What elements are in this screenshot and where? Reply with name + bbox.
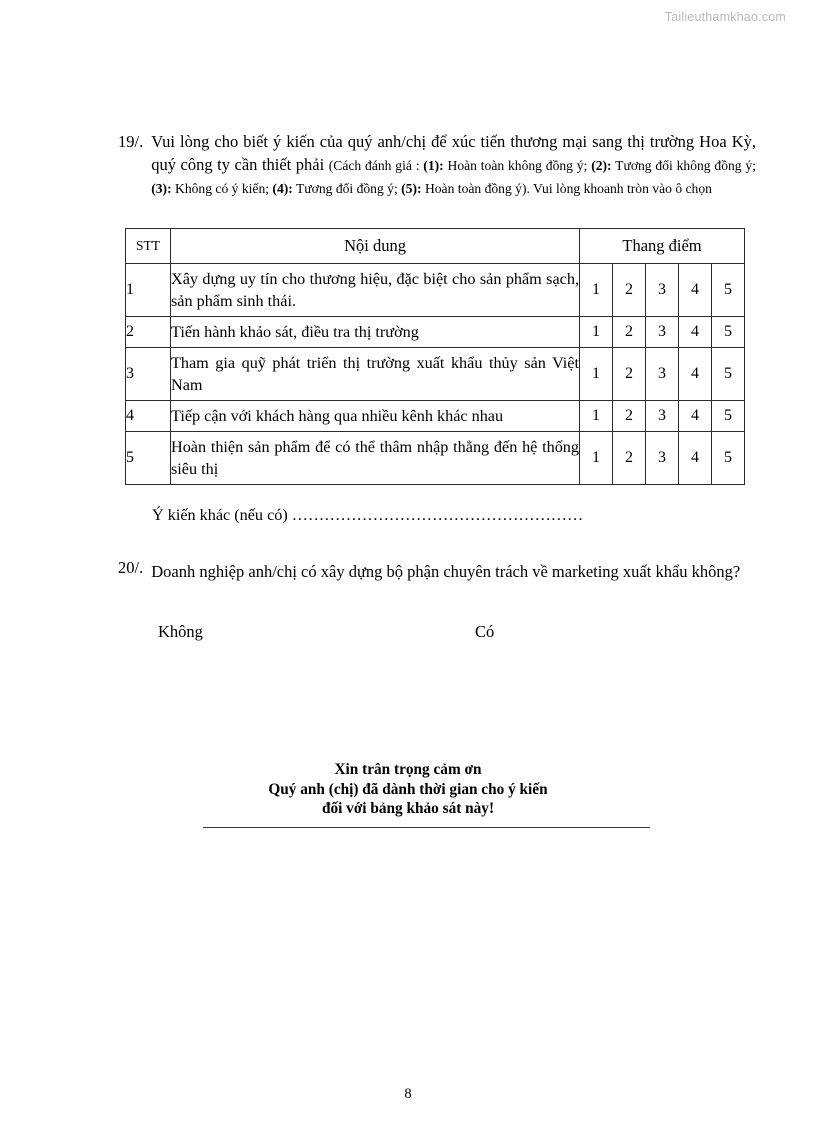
scale-label-1: Hoàn toàn không đồng ý;: [443, 158, 592, 173]
row-5-stt: 5: [126, 432, 171, 485]
table-header-row: [126, 229, 745, 264]
scale-label-4: Tương đối đồng ý;: [292, 181, 402, 196]
row-4-scale-3[interactable]: 3: [646, 401, 679, 432]
watermark-text: Tailieuthamkhao.com: [664, 10, 786, 24]
row-5-scale-1[interactable]: 1: [580, 432, 613, 485]
question-19-number: 19/.: [118, 132, 144, 151]
closing-divider: [203, 827, 650, 828]
row-1-scale-1[interactable]: 1: [580, 264, 613, 317]
scale-label-2: Tương đối không đồng ý;: [611, 158, 756, 173]
row-1-scale-2[interactable]: 2: [613, 264, 646, 317]
other-opinion-line[interactable]: Ý kiến khác (nếu có) ………………………………………………: [152, 506, 584, 524]
row-4-scale-5[interactable]: 5: [712, 401, 745, 432]
row-1-content: Xây dựng uy tín cho thương hiệu, đặc biệt cho sản phẩm sạch, sản phẩm sinh thái.: [171, 264, 580, 317]
closing-line-1: Xin trân trọng cảm ơn: [334, 761, 482, 778]
row-5-scale-4[interactable]: 4: [679, 432, 712, 485]
question-19-text: [151, 130, 756, 199]
row-4-stt: 4: [126, 401, 171, 432]
question-19-block: [118, 130, 756, 199]
row-3-scale-1[interactable]: 1: [580, 348, 613, 401]
row-4-scale-1[interactable]: 1: [580, 401, 613, 432]
scale-key-4: (4):: [272, 181, 293, 196]
row-2-content: Tiến hành khảo sát, điều tra thị trường: [171, 317, 580, 348]
row-2-scale-4[interactable]: 4: [679, 317, 712, 348]
question-20-text: Doanh nghiệp anh/chị có xây dựng bộ phận chuyên trách về marketing xuất khẩu không?: [151, 562, 741, 581]
scale-label-3: Không có ý kiến;: [171, 181, 273, 196]
page-number: 8: [404, 1086, 412, 1102]
row-4-content: Tiếp cận với khách hàng qua nhiều kênh khác nhau: [171, 401, 580, 432]
scale-key-1: (1):: [423, 158, 444, 173]
table-row: [126, 317, 745, 348]
scale-key-5: (5):: [401, 181, 422, 196]
option-co[interactable]: Có: [475, 622, 495, 641]
question-19-main-text: Vui lòng cho biết ý kiến của quý anh/chị để xúc tiến thương mại sang thị trường Hoa Kỳ, quý công ty cần thiết phải: [151, 132, 756, 174]
row-2-scale-1[interactable]: 1: [580, 317, 613, 348]
table-row: [126, 432, 745, 485]
scale-key-2: (2):: [591, 158, 612, 173]
closing-message: [0, 760, 816, 819]
table-row: [126, 401, 745, 432]
row-4-scale-4[interactable]: 4: [679, 401, 712, 432]
survey-rating-table: [125, 228, 745, 485]
row-3-scale-2[interactable]: 2: [613, 348, 646, 401]
row-2-stt: 2: [126, 317, 171, 348]
scale-label-5: Hoàn toàn đồng ý). Vui lòng khoanh tròn vào ô chọn: [421, 181, 712, 196]
row-1-scale-3[interactable]: 3: [646, 264, 679, 317]
row-5-scale-3[interactable]: 3: [646, 432, 679, 485]
row-2-scale-5[interactable]: 5: [712, 317, 745, 348]
row-5-scale-5[interactable]: 5: [712, 432, 745, 485]
question-19-instruction-open: (Cách đánh giá :: [328, 158, 424, 173]
row-2-scale-3[interactable]: 3: [646, 317, 679, 348]
row-1-scale-5[interactable]: 5: [712, 264, 745, 317]
closing-line-2: Quý anh (chị) đã dành thời gian cho ý kiến: [268, 780, 548, 798]
question-20-number: 20/.: [118, 558, 144, 577]
question-20-block: [118, 556, 756, 587]
row-3-scale-4[interactable]: 4: [679, 348, 712, 401]
row-1-scale-4[interactable]: 4: [679, 264, 712, 317]
row-1-stt: 1: [126, 264, 171, 317]
question-20-line: [118, 556, 756, 587]
column-header-content: Nội dung: [171, 229, 580, 264]
row-5-content: Hoàn thiện sản phẩm để có thể thâm nhập thẳng đến hệ thống siêu thị: [171, 432, 580, 485]
row-3-scale-3[interactable]: 3: [646, 348, 679, 401]
option-khong[interactable]: Không: [158, 622, 203, 641]
row-2-scale-2[interactable]: 2: [613, 317, 646, 348]
row-4-scale-2[interactable]: 2: [613, 401, 646, 432]
row-5-scale-2[interactable]: 2: [613, 432, 646, 485]
scale-key-3: (3):: [151, 181, 172, 196]
column-header-scale: Thang điểm: [580, 229, 745, 264]
table-row: [126, 348, 745, 401]
table-row: [126, 264, 745, 317]
row-3-stt: 3: [126, 348, 171, 401]
row-3-scale-5[interactable]: 5: [712, 348, 745, 401]
column-header-stt: STT: [126, 229, 171, 264]
closing-line-3: đối với bảng khảo sát này!: [321, 800, 495, 817]
row-3-content: Tham gia quỹ phát triển thị trường xuất khẩu thủy sản Việt Nam: [171, 348, 580, 401]
question-19-line: [118, 130, 756, 199]
